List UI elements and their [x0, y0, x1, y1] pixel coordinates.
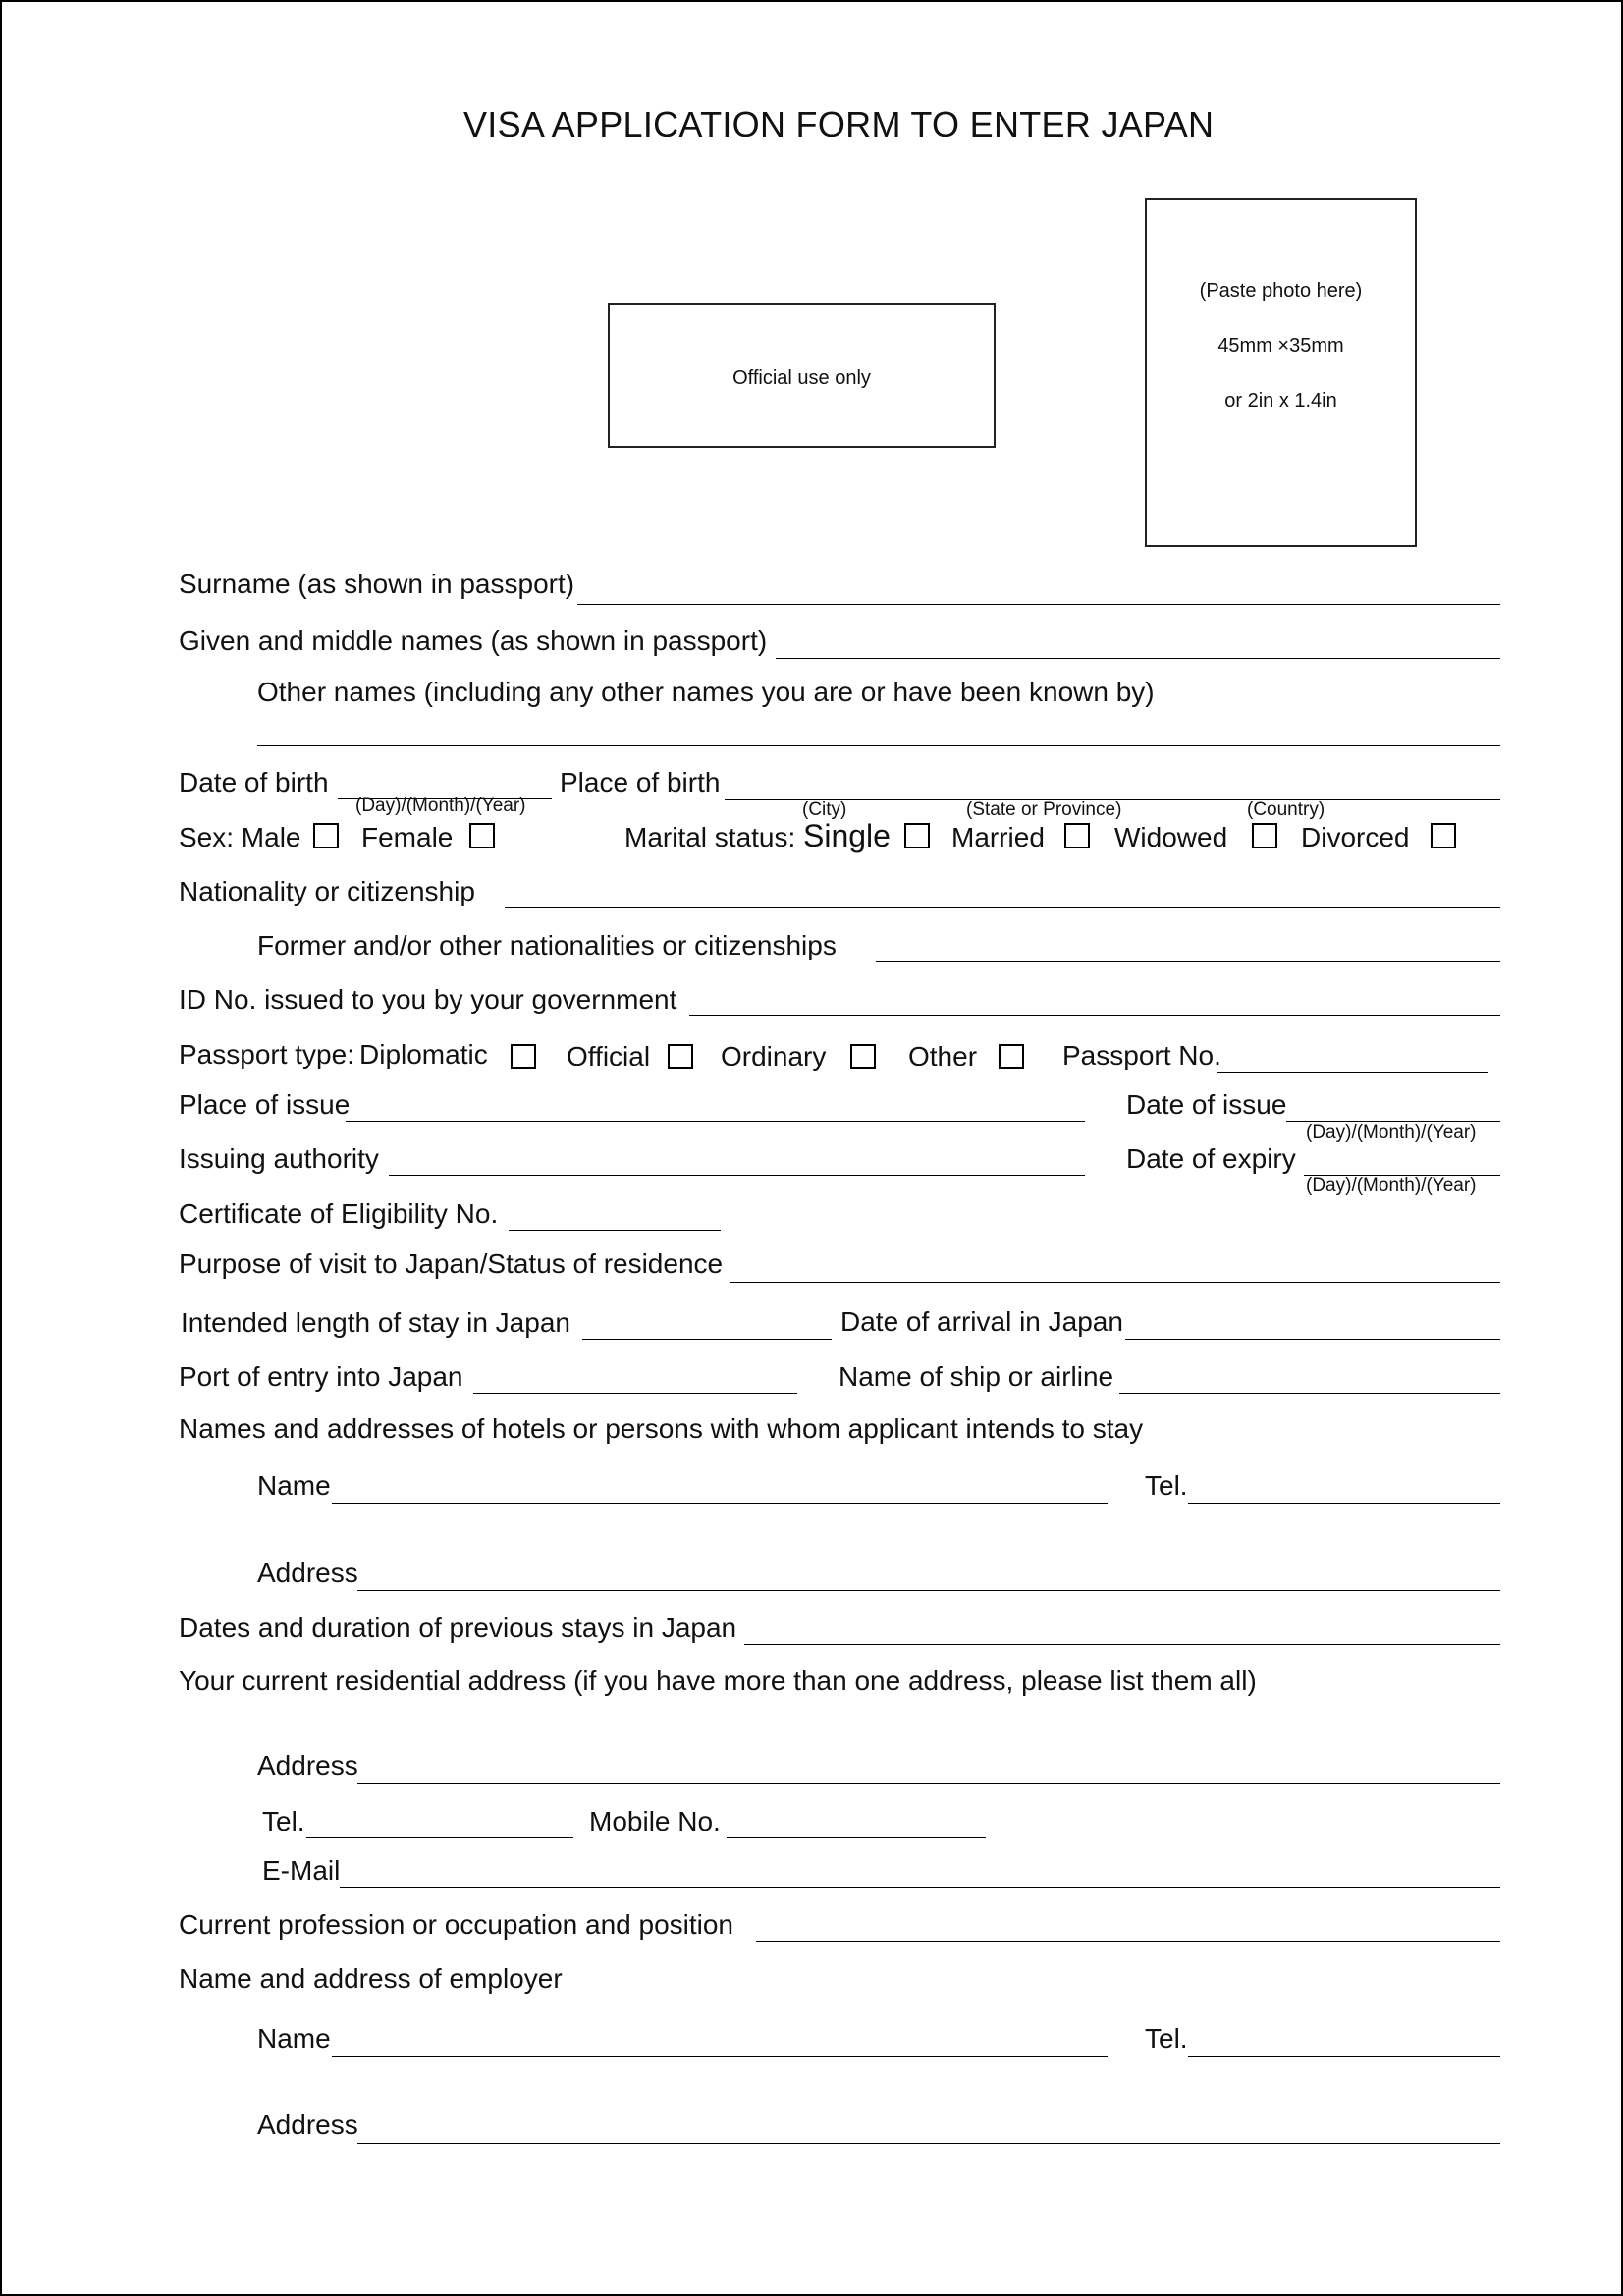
employer-address-label: Address — [257, 2109, 358, 2140]
diplomatic-label: Diplomatic — [359, 1039, 488, 1069]
female-checkbox[interactable] — [469, 823, 495, 848]
employer-label: Name and address of employer — [179, 1963, 563, 1994]
place-issue-label: Place of issue — [179, 1089, 351, 1120]
official-use-box — [608, 303, 996, 448]
hotel-address-label: Address — [257, 1558, 358, 1588]
form-title: VISA APPLICATION FORM TO ENTER JAPAN — [463, 104, 1215, 144]
id-no-field[interactable] — [689, 1015, 1500, 1016]
diplomatic-checkbox[interactable] — [511, 1044, 536, 1069]
nationality-label: Nationality or citizenship — [179, 876, 475, 906]
id-no-label: ID No. issued to you by your government — [179, 984, 677, 1014]
hotel-name-label: Name — [257, 1470, 331, 1501]
residence-address-label: Address — [257, 1750, 358, 1780]
date-expiry-label: Date of expiry — [1126, 1143, 1296, 1174]
purpose-field[interactable] — [730, 1282, 1500, 1283]
issuing-authority-field[interactable] — [389, 1175, 1085, 1176]
pob-label: Place of birth — [560, 767, 721, 797]
employer-tel-label: Tel. — [1145, 2023, 1188, 2053]
issuing-authority-label: Issuing authority — [179, 1143, 379, 1174]
coe-label: Certificate of Eligibility No. — [179, 1198, 499, 1229]
male-checkbox[interactable] — [313, 823, 339, 848]
date-issue-hint: (Day)/(Month)/(Year) — [1306, 1122, 1477, 1143]
passport-no-field[interactable] — [1217, 1072, 1488, 1073]
single-checkbox[interactable] — [904, 823, 930, 848]
date-issue-label: Date of issue — [1126, 1089, 1287, 1120]
sex-male-label: Sex: Male — [179, 822, 301, 852]
purpose-label: Purpose of visit to Japan/Status of residence — [179, 1248, 724, 1279]
passport-type-label: Passport type: — [179, 1039, 354, 1069]
given-names-label: Given and middle names (as shown in passport) — [179, 626, 768, 656]
official-label: Official — [567, 1041, 651, 1071]
dob-hint: (Day)/(Month)/(Year) — [355, 795, 526, 816]
photo-box — [1145, 198, 1417, 547]
dob-label: Date of birth — [179, 767, 329, 797]
profession-label: Current profession or occupation and position — [179, 1909, 734, 1940]
photo-size-in: or 2in x 1.4in — [1224, 390, 1337, 411]
employer-tel-field[interactable] — [1188, 2056, 1500, 2057]
email-label: E-Mail — [262, 1855, 341, 1886]
nationality-field[interactable] — [505, 907, 1500, 908]
other-label: Other — [908, 1041, 978, 1071]
female-label: Female — [361, 822, 454, 852]
single-label: Single — [803, 818, 891, 853]
residence-address-field[interactable] — [357, 1783, 1500, 1784]
ship-label: Name of ship or airline — [839, 1361, 1114, 1392]
photo-label: (Paste photo here) — [1199, 280, 1363, 301]
arrival-label: Date of arrival in Japan — [840, 1306, 1123, 1337]
mobile-field[interactable] — [727, 1837, 986, 1838]
photo-size-mm: 45mm ×35mm — [1217, 335, 1344, 356]
other-checkbox[interactable] — [999, 1044, 1024, 1069]
coe-field[interactable] — [509, 1230, 721, 1231]
hotel-tel-field[interactable] — [1188, 1503, 1500, 1504]
married-checkbox[interactable] — [1064, 823, 1090, 848]
date-expiry-hint: (Day)/(Month)/(Year) — [1306, 1175, 1477, 1196]
employer-name-label: Name — [257, 2023, 331, 2053]
place-issue-field[interactable] — [346, 1121, 1085, 1122]
profession-field[interactable] — [756, 1941, 1500, 1942]
widowed-checkbox[interactable] — [1252, 823, 1277, 848]
hotel-name-field[interactable] — [332, 1503, 1108, 1504]
port-field[interactable] — [473, 1393, 797, 1394]
divorced-label: Divorced — [1301, 822, 1410, 852]
official-use-label: Official use only — [732, 367, 871, 389]
residence-tel-label: Tel. — [262, 1806, 305, 1836]
former-nationality-field[interactable] — [876, 961, 1500, 962]
ship-field[interactable] — [1119, 1393, 1500, 1394]
port-label: Port of entry into Japan — [179, 1361, 463, 1392]
arrival-field[interactable] — [1125, 1339, 1500, 1340]
official-checkbox[interactable] — [668, 1044, 693, 1069]
previous-stays-field[interactable] — [744, 1644, 1500, 1645]
hotels-label: Names and addresses of hotels or persons with whom applicant intends to stay — [179, 1413, 1144, 1444]
surname-label: Surname (as shown in passport) — [179, 569, 575, 599]
residence-tel-field[interactable] — [306, 1837, 573, 1838]
pob-city-hint: (City) — [802, 799, 847, 820]
email-field[interactable] — [340, 1887, 1500, 1888]
passport-no-label: Passport No. — [1062, 1040, 1221, 1070]
former-nationality-label: Former and/or other nationalities or citizenships — [257, 930, 837, 960]
other-names-label: Other names (including any other names you are or have been known by) — [257, 677, 1155, 707]
divorced-checkbox[interactable] — [1431, 823, 1456, 848]
employer-name-field[interactable] — [332, 2056, 1108, 2057]
marital-label: Marital status: — [624, 822, 796, 852]
pob-country-hint: (Country) — [1247, 799, 1325, 820]
mobile-label: Mobile No. — [589, 1806, 721, 1836]
ordinary-label: Ordinary — [721, 1041, 827, 1071]
pob-state-hint: (State or Province) — [966, 799, 1122, 820]
length-stay-field[interactable] — [582, 1339, 832, 1340]
married-label: Married — [951, 822, 1045, 852]
surname-field[interactable] — [577, 604, 1500, 605]
given-names-field[interactable] — [776, 658, 1500, 659]
employer-address-field[interactable] — [357, 2143, 1500, 2144]
length-stay-label: Intended length of stay in Japan — [181, 1307, 570, 1338]
hotel-address-field[interactable] — [357, 1590, 1500, 1591]
other-names-field[interactable] — [257, 745, 1500, 746]
current-address-label: Your current residential address (if you have more than one address, please list them all) — [179, 1666, 1257, 1696]
hotel-tel-label: Tel. — [1145, 1470, 1188, 1501]
previous-stays-label: Dates and duration of previous stays in Japan — [179, 1613, 737, 1643]
ordinary-checkbox[interactable] — [850, 1044, 876, 1069]
widowed-label: Widowed — [1114, 822, 1228, 852]
